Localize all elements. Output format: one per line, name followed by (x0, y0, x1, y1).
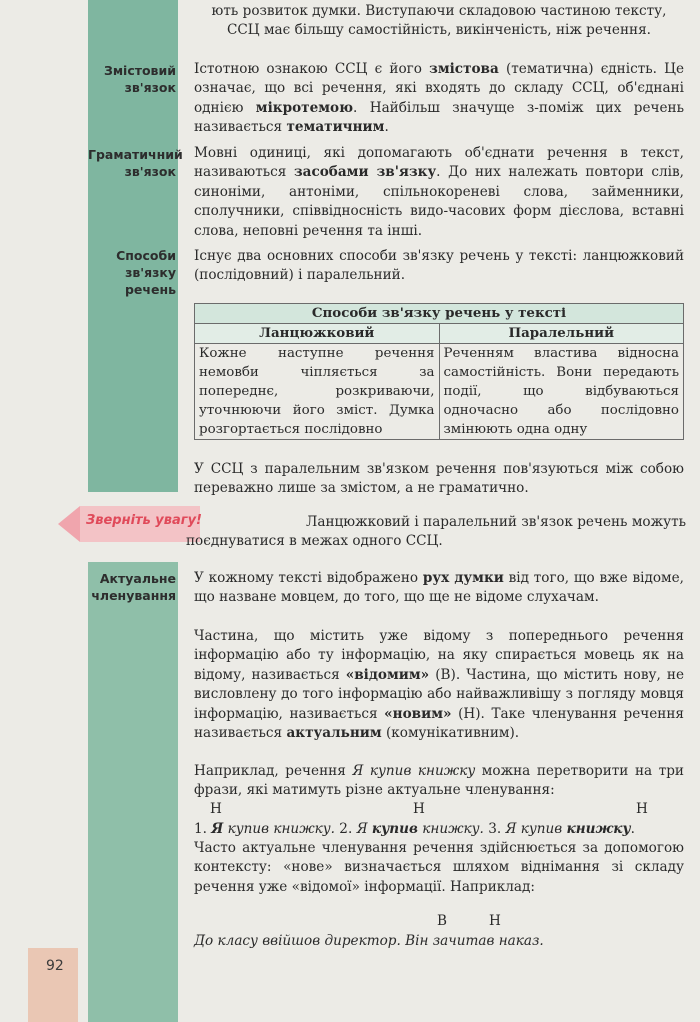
ways-table (194, 303, 684, 440)
grammatical-paragraph: Мовні одиниці, які допомагають об'єднати речення в текст, називаються засобами зв'язку. До них належать повтори слів, синоніми, антоніми, спільнокореневі слова, займенники, сполучники, співвідносність видо-часових форм дієслова, вставні слова, неповні речення та інші. (194, 145, 684, 239)
examples-line: 1. Я купив книжку. 2. Я купив книжку. 3. Я купив книжку. (194, 821, 635, 837)
label-ways: Способи зв'язку речень (116, 248, 176, 297)
known-mark: В (437, 913, 447, 929)
table-cell-parallel: Реченням властива відносна самостійність. Вони передають події, що відбуваються одночасно або послідовно змінюють одна одну (439, 344, 684, 440)
label-grammatical: Граматичний зв'язок (88, 147, 183, 179)
actual-paragraph-2: Частина, що містить уже відому з попереднього речення інформацію або ту інформацію, на яку спирається мовець як на відому, називається «відомим» (В). Частина, що містить нову, не висловлену до того інформацію або найважливішу з погляду мовця інформацію, називається «новим» (Н). Таке членування речення називається актуальним (комунікативним). (194, 628, 685, 742)
table-header-chain: Ланцюжковий (195, 324, 440, 344)
table-header-parallel: Паралельний (439, 324, 684, 344)
actual-paragraph-4: Часто актуальне членування речення здійснюється за допомогою контексту: «нове» визначається шляхом віднімання зі складу речення уже «відомої» інформації. Наприклад: (194, 840, 684, 895)
new-mark-example: Н (489, 913, 501, 929)
table-caption: Способи зв'язку речень у тексті (195, 304, 684, 324)
example-sentence: До класу ввійшов директор. Він зачитав наказ. (194, 933, 544, 949)
label-actual: Актуальне членування (91, 571, 176, 603)
label-semantic: Змістовий зв'язок (103, 63, 176, 95)
actual-paragraph-1: У кожному тексті відображено рух думки від того, що вже відоме, що назване мовцем, до того, що ще не відоме слухачам. (194, 570, 684, 606)
attention-label: Зверніть увагу! (86, 513, 202, 528)
page-number: 92 (46, 958, 64, 974)
new-mark-3: Н (636, 801, 648, 817)
intro-text: ють розвиток думки. Виступаючи складовою частиною тексту, ССЦ має більшу самостійність, викінченість, ніж речення. (211, 3, 667, 39)
new-mark-1: Н (210, 801, 222, 817)
parallel-note: У ССЦ з паралельним зв'язком речення пов'язуються між собою переважно лише за змістом, а не граматично. (194, 461, 684, 497)
actual-paragraph-3: Наприклад, речення Я купив книжку можна перетворити на три фрази, які матимуть різне актуальне членування: (194, 763, 684, 799)
attention-arrow-icon (58, 506, 80, 542)
attention-text: Ланцюжковий і паралельний зв'язок речень можуть поєднуватися в межах одного ССЦ. (186, 514, 686, 550)
sidebar-band-bottom (88, 562, 178, 1022)
semantic-paragraph: Істотною ознакою ССЦ є його змістова (тематична) єдність. Це означає, що всі речення, які входять до складу ССЦ, об'єднані однією мікротемою. Найбільш значуще з-поміж цих речень називається тематичним. (194, 61, 684, 136)
new-mark-2: Н (413, 801, 425, 817)
ways-paragraph: Існує два основних способи зв'язку речень у тексті: ланцюжковий (послідовний) і паралельний. (194, 248, 684, 284)
table-cell-chain: Кожне наступне речення немовби чіпляється за попереднє, розкриваючи, уточнюючи його зміст. Думка розгортається послідовно (195, 344, 440, 440)
